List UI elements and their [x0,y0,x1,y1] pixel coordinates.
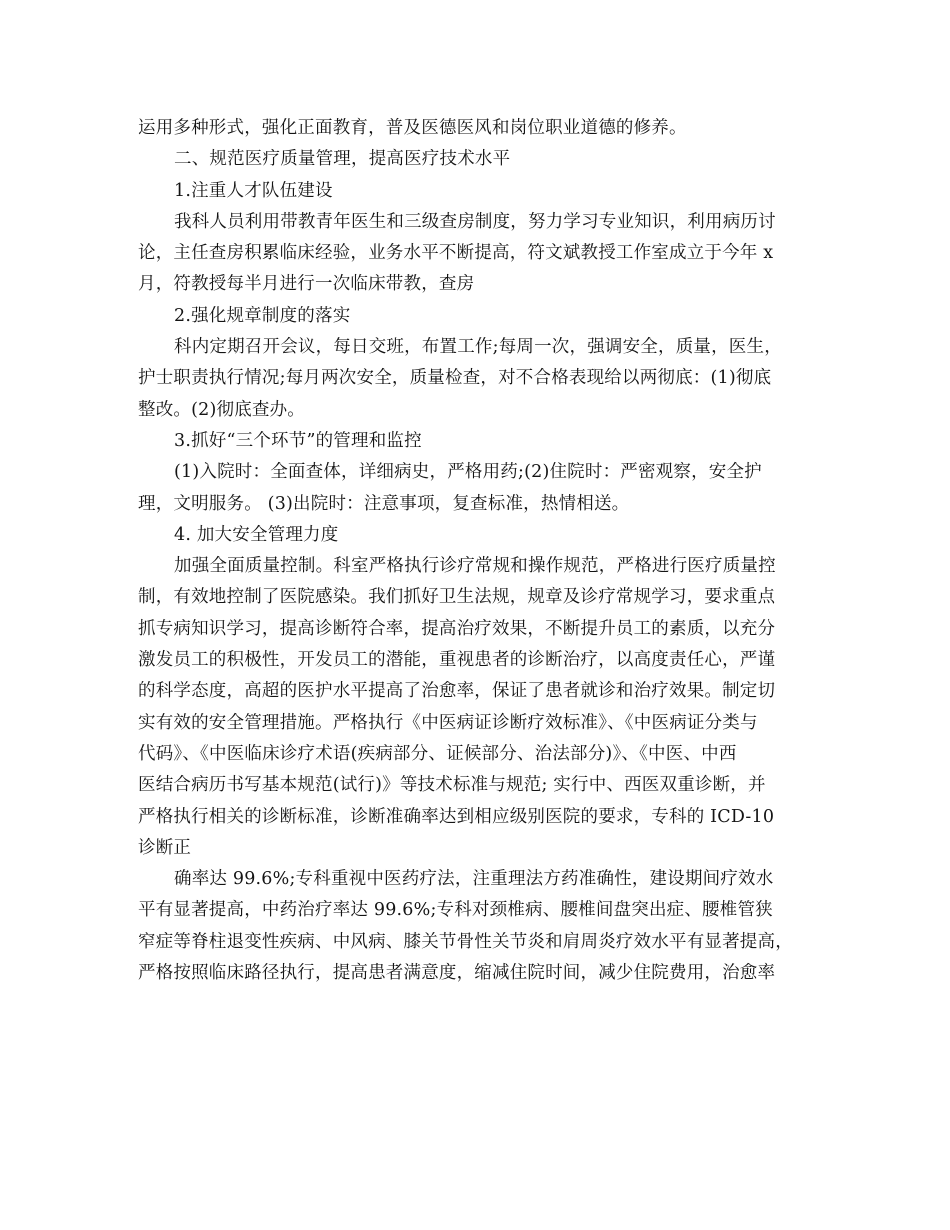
text-line: 激发员工的积极性，开发员工的潜能，重视患者的诊断治疗，以高度责任心，严谨 [138,650,776,671]
text-line: (1)入院时：全面查体，详细病史，严格用药;(2)住院时：严密观察，安全护 [174,462,762,483]
subsection-heading: 4. 加大安全管理力度 [174,524,339,545]
text-line: 平有显著提高，中药治疗率达 99.6%;专科对颈椎病、腰椎间盘突出症、腰椎管狭 [138,900,773,921]
text-line: 严格按照临床路径执行，提高患者满意度，缩减住院时间，减少住院费用，治愈率 [138,963,776,984]
text-line: 科内定期召开会议，每日交班，布置工作;每周一次，强调安全，质量，医生， [174,337,782,358]
text-line: 论，主任查房积累临床经验，业务水平不断提高，符文斌教授工作室成立于今年 x [138,243,774,264]
document-body [138,113,820,989]
text-line: 的科学态度，高超的医护水平提高了治愈率，保证了患者就诊和治疗效果。制定切 [138,681,776,702]
text-line: 窄症等脊柱退变性疾病、中风病、膝关节骨性关节炎和肩周炎疗效水平有显著提高， [138,931,793,952]
text-line: 医结合病历书写基本规范(试行)》等技术标准与规范; 实行中、西医双重诊断，并 [138,775,766,796]
section-heading: 二、规范医疗质量管理，提高医疗技术水平 [174,149,511,170]
text-line: 严格执行相关的诊断标准，诊断准确率达到相应级别医院的要求，专科的 ICD-10 [138,806,775,827]
text-line: 理，文明服务。 (3)出院时：注意事项，复查标准，热情相送。 [138,493,630,514]
text-line: 代码》、《中医临床诊疗术语(疾病部分、证候部分、治法部分)》、《中医、中西 [138,743,737,764]
text-line: 加强全面质量控制。科室严格执行诊疗常规和操作规范，严格进行医疗质量控 [174,556,776,577]
text-line: 制，有效地控制了医院感染。我们抓好卫生法规，规章及诊疗常规学习，要求重点 [138,587,776,608]
text-line: 实有效的安全管理措施。严格执行《中医病证诊断疗效标准》、《中医病证分类与 [138,712,758,733]
text-line: 运用多种形式，强化正面教育，普及医德医风和岗位职业道德的修养。 [138,118,687,138]
text-line: 确率达 99.6%;专科重视中医药疗法，注重理法方药准确性，建设期间疗效水 [174,869,774,890]
text-line: 整改。(2)彻底查办。 [138,399,305,420]
subsection-heading: 3.抓好“三个环节”的管理和监控 [174,430,422,451]
subsection-heading: 1.注重人才队伍建设 [174,180,333,201]
text-line: 月，符教授每半月进行一次临床带教，查房 [138,274,475,295]
text-line: 护士职责执行情况;每月两次安全，质量检查，对不合格表现给以两彻底：(1)彻底 [138,368,772,389]
subsection-heading: 2.强化规章制度的落实 [174,305,351,326]
text-line: 我科人员利用带教青年医生和三级查房制度，努力学习专业知识，利用病历讨 [174,211,776,232]
text-line: 诊断正 [138,837,192,858]
text-line: 抓专病知识学习，提高诊断符合率，提高治疗效果，不断提升员工的素质，以充分 [138,618,776,639]
